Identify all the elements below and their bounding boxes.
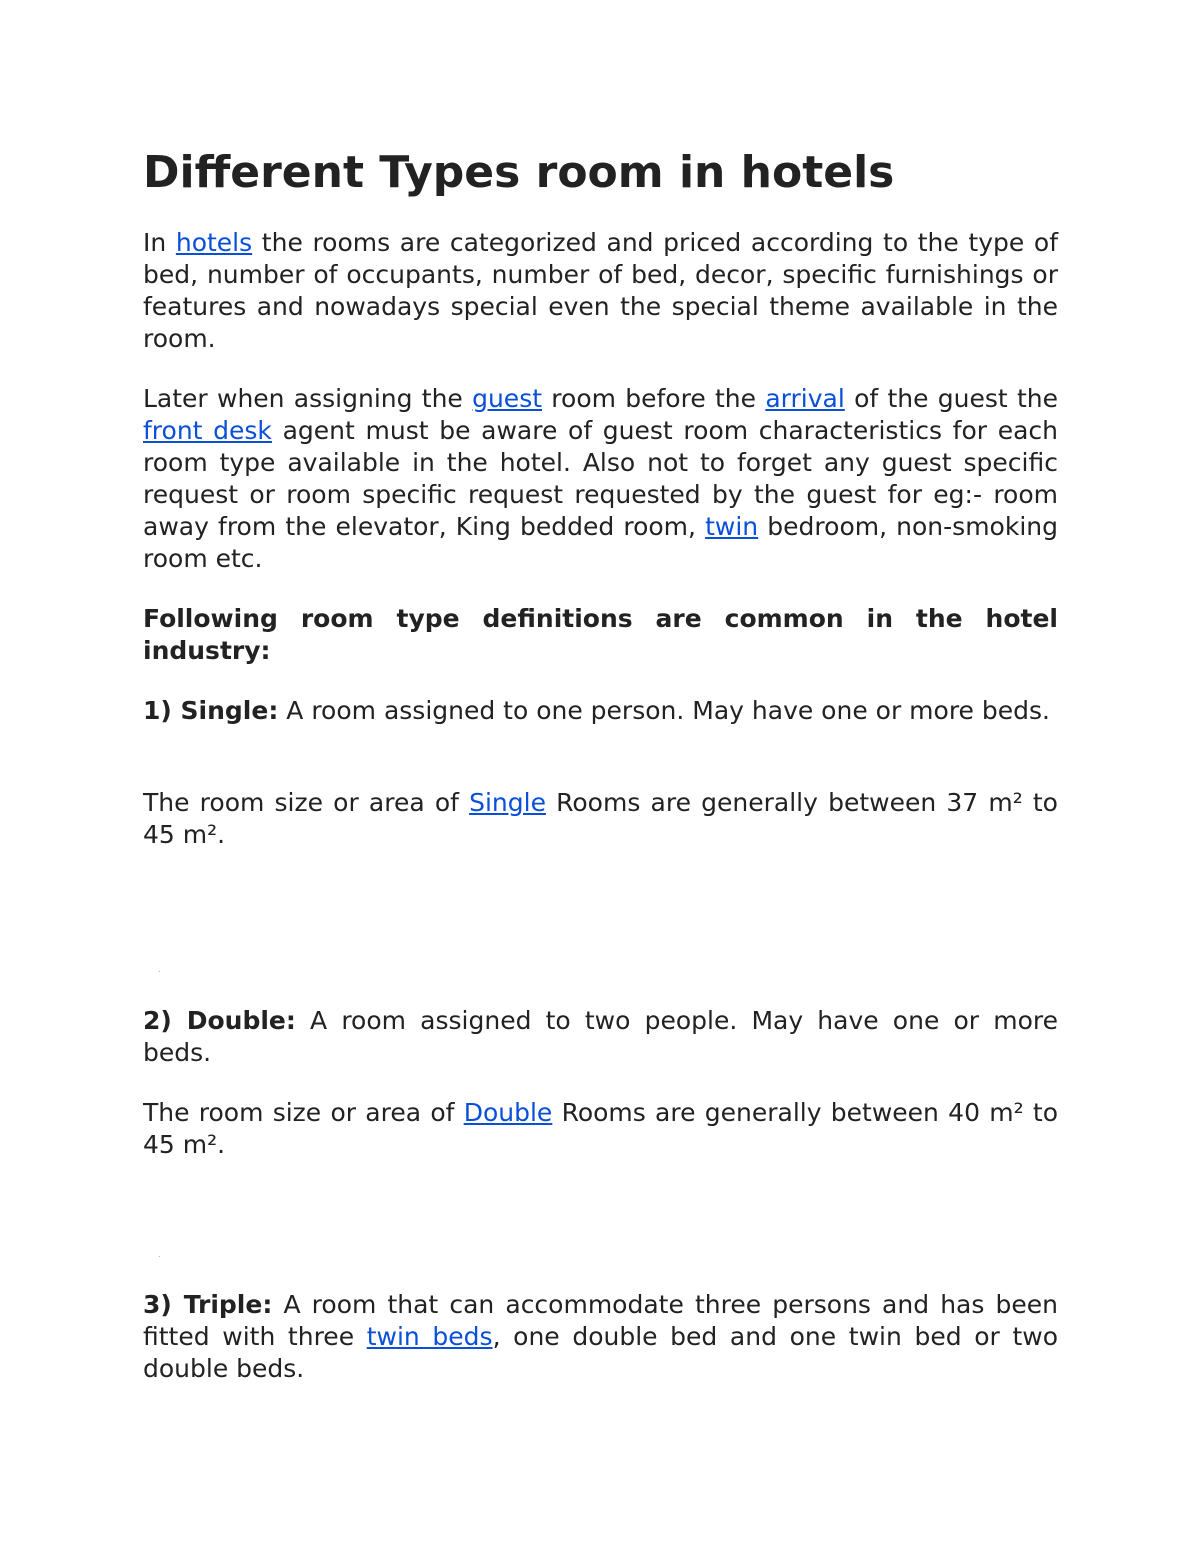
assignment-paragraph [143, 383, 1058, 575]
guest-link[interactable]: guest [472, 384, 543, 413]
single-size-text-2: Rooms are generally between 37 m² to 45 m². [143, 788, 1058, 849]
single-definition [143, 695, 1058, 727]
definitions-heading: Following room type definitions are common in the hotel industry: [143, 604, 1058, 665]
intro-paragraph [143, 227, 1058, 355]
double-label: 2) Double: [143, 1006, 296, 1035]
hotels-link[interactable]: hotels [175, 228, 253, 257]
double-size [143, 1097, 1058, 1161]
single-size-text-1: The room size or area of [143, 788, 470, 817]
assignment-text-5: bedroom, non-smoking room etc. [143, 512, 1058, 573]
single-label: 1) Single: [143, 696, 279, 725]
intro-text-1: In [143, 228, 176, 257]
assignment-text-2: room before the [542, 384, 766, 413]
triple-text-2: , one double bed and one twin bed or two double beds. [143, 1322, 1058, 1383]
assignment-text-1: Later when assigning the [143, 384, 473, 413]
double-size-text-2: Rooms are generally between 40 m² to 45 m². [143, 1098, 1058, 1159]
double-text: A room assigned to two people. May have one or more beds. [143, 1006, 1058, 1067]
front-desk-link[interactable]: front desk [143, 416, 272, 445]
single-text: A room assigned to one person. May have one or more beds. [278, 696, 1050, 725]
single-size [143, 787, 1058, 851]
page-title: Different Types room in hotels [143, 147, 895, 198]
assignment-text-4: agent must be aware of guest room characteristics for each room type available in the hotel. Also not to forget any guest specific request or room specific request requested by the guest for eg:- room away from the elevator, King bedded room, [143, 416, 1059, 541]
intro-text-2: the rooms are categorized and priced according to the type of bed, number of occupants, number of bed, decor, specific furnishings or features and nowadays special even the special theme available in the room. [143, 228, 1058, 353]
double-definition [143, 1005, 1058, 1069]
triple-label: 3) Triple: [143, 1290, 273, 1319]
stray-dot: . [158, 965, 161, 974]
arrival-link[interactable]: arrival [765, 384, 845, 413]
triple-definition [143, 1289, 1058, 1385]
assignment-text-3: of the guest the [844, 384, 1058, 413]
stray-dot: . [158, 1250, 161, 1259]
triple-text-1: A room that can accommodate three persons and has been fitted with three [143, 1290, 1058, 1351]
twin-beds-link[interactable]: twin beds [366, 1322, 493, 1351]
double-size-text-1: The room size or area of [143, 1098, 464, 1127]
single-link[interactable]: Single [469, 788, 546, 817]
double-link[interactable]: Double [463, 1098, 553, 1127]
twin-link[interactable]: twin [705, 512, 759, 541]
